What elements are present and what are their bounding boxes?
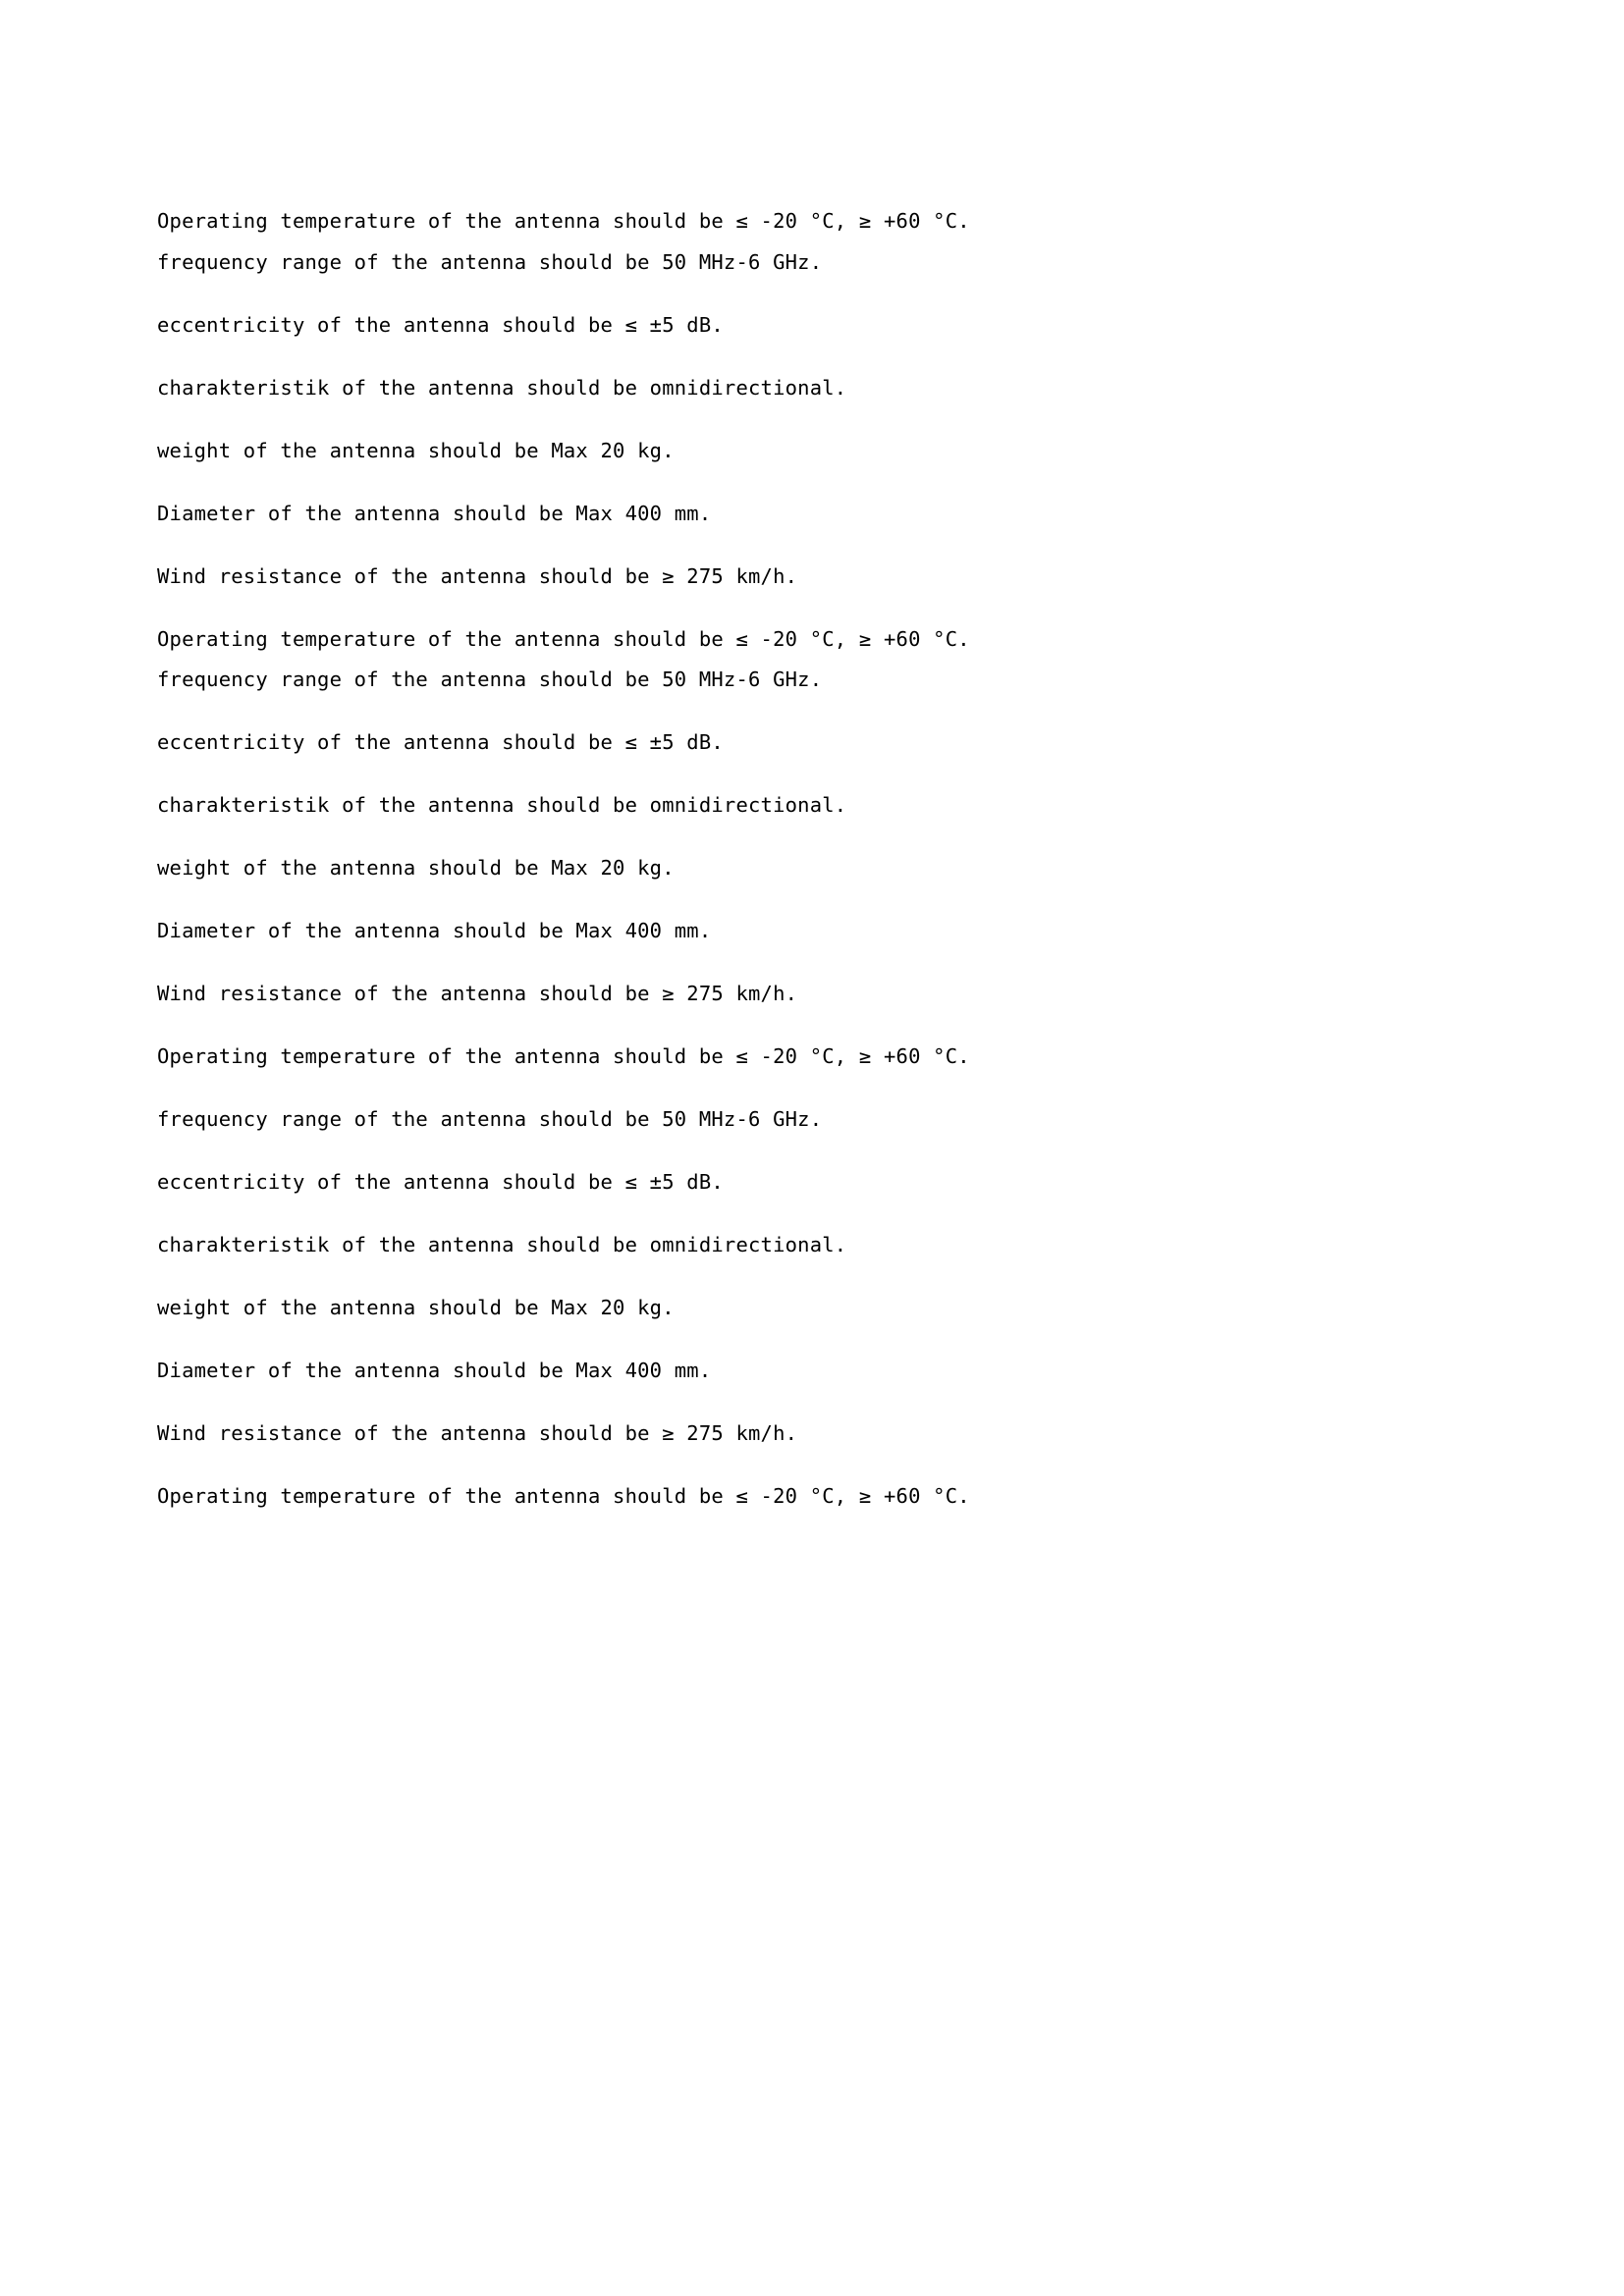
text-paragraph: weight of the antenna should be Max 20 kg. <box>157 438 675 462</box>
text-paragraph: eccentricity of the antenna should be ≤ ±5 dB. <box>157 730 724 754</box>
text-paragraph: eccentricity of the antenna should be ≤ ±5 dB. <box>157 1170 724 1194</box>
text-paragraph: Operating temperature of the antenna should be ≤ -20 °C, ≥ +60 °C. <box>157 626 970 651</box>
text-paragraph: frequency range of the antenna should be 50 MHz-6 GHz. <box>157 249 823 274</box>
text-paragraph: Operating temperature of the antenna should be ≤ -20 °C, ≥ +60 °C. <box>157 209 970 233</box>
text-paragraph: frequency range of the antenna should be 50 MHz-6 GHz. <box>157 1107 823 1131</box>
text-paragraph: charakteristik of the antenna should be omnidirectional. <box>157 793 847 817</box>
text-paragraph: Diameter of the antenna should be Max 400 mm. <box>157 1359 712 1382</box>
document-body <box>157 211 1467 1507</box>
text-paragraph: Diameter of the antenna should be Max 400 mm. <box>157 501 712 525</box>
text-paragraph: Diameter of the antenna should be Max 400 mm. <box>157 919 712 942</box>
text-paragraph: frequency range of the antenna should be 50 MHz-6 GHz. <box>157 667 823 691</box>
text-paragraph: Wind resistance of the antenna should be ≥ 275 km/h. <box>157 563 798 588</box>
text-paragraph: charakteristik of the antenna should be omnidirectional. <box>157 1233 847 1256</box>
text-paragraph: eccentricity of the antenna should be ≤ ±5 dB. <box>157 312 724 337</box>
text-paragraph: weight of the antenna should be Max 20 kg. <box>157 1296 675 1319</box>
text-paragraph: Operating temperature of the antenna should be ≤ -20 °C, ≥ +60 °C. <box>157 1484 970 1508</box>
text-paragraph: Wind resistance of the antenna should be ≥ 275 km/h. <box>157 982 798 1005</box>
text-paragraph: weight of the antenna should be Max 20 kg. <box>157 856 675 880</box>
text-paragraph: charakteristik of the antenna should be omnidirectional. <box>157 375 847 400</box>
text-paragraph: Operating temperature of the antenna should be ≤ -20 °C, ≥ +60 °C. <box>157 1044 970 1068</box>
text-paragraph: Wind resistance of the antenna should be ≥ 275 km/h. <box>157 1421 798 1445</box>
